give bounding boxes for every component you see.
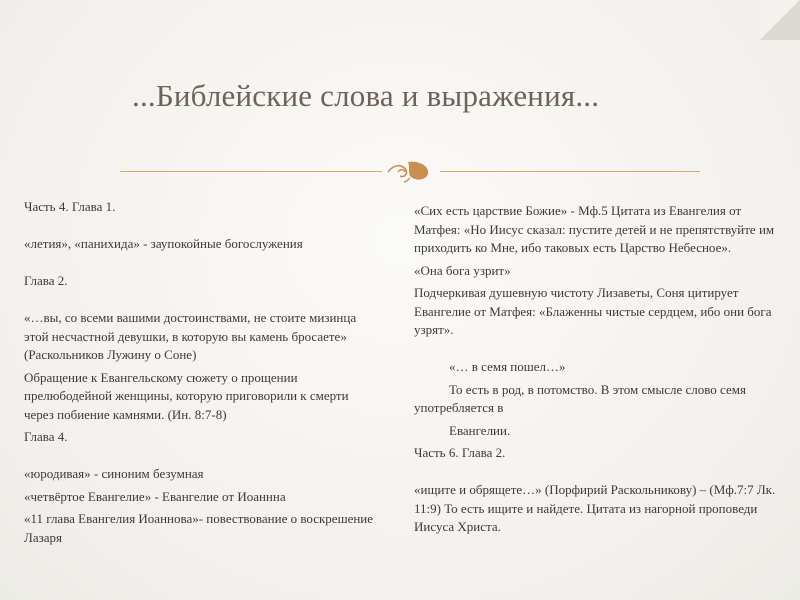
right-text-column (414, 202, 778, 537)
text-line: Часть 4. Глава 1. (24, 199, 116, 214)
text-paragraph: Обращение к Евангельскому сюжету о прощении прелюбодейной женщины, которую приговорили к смерти через побиение камнями. (Ин. 8:7-8) (24, 369, 349, 422)
text-paragraph: «11 глава Евангелия Иоаннова»- повествование о воскрешение Лазаря (24, 511, 374, 545)
slide-title: ...Библейские слова и выражения... (132, 78, 600, 113)
text-paragraph: То есть в род, в потомство. В этом смысле слово семя употребляется в (414, 381, 746, 415)
text-line: Глава 4. (24, 429, 68, 444)
divider-line-left (120, 171, 382, 172)
divider-line-right (440, 171, 700, 172)
text-paragraph: «ищите и обрящете…» (Порфирий Раскольникову) – (Мф.7:7 Лк. 11:9) То есть ищите и найдете. Цитата из нагорной проповеди Иисуса Христа. (414, 482, 776, 534)
text-line: Глава 2. (24, 273, 68, 288)
title-divider (120, 162, 700, 182)
left-text-column (24, 198, 374, 547)
text-paragraph: «…вы, со всеми вашими достоинствами, не стоите мизинца этой несчастной девушки, в которую вы камень бросаете» (Раскольников Лужину о Соне) (24, 310, 357, 362)
text-line: «… в семя пошел…» (449, 359, 566, 374)
text-line: «юродивая» - синоним безумная (24, 466, 204, 481)
text-line: «летия», «панихида» - заупокойные богослужения (24, 236, 303, 251)
page-corner-decoration (760, 0, 800, 40)
fleuron-icon (384, 158, 436, 184)
text-paragraph: Подчеркивая душевную чистоту Лизаветы, Соня цитирует Евангелие от Матфея: «Блаженны чистые сердцем, ибо они бога узрят». (414, 285, 772, 337)
text-line: «четвёртое Евангелие» - Евангелие от Иоаннна (24, 488, 286, 504)
text-paragraph: «Сих есть царствие Божие» - Мф.5 Цитата из Евангелия от Матфея: «Но Иисус сказал: пустите детей и не препятствуйте им приходить ко Мне, ибо таковых есть Царство Небесное». (414, 203, 775, 255)
text-line: Евангелии. (449, 422, 511, 438)
text-line: «Она бога узрит» (414, 262, 511, 278)
text-line: Часть 6. Глава 2. (414, 445, 506, 460)
